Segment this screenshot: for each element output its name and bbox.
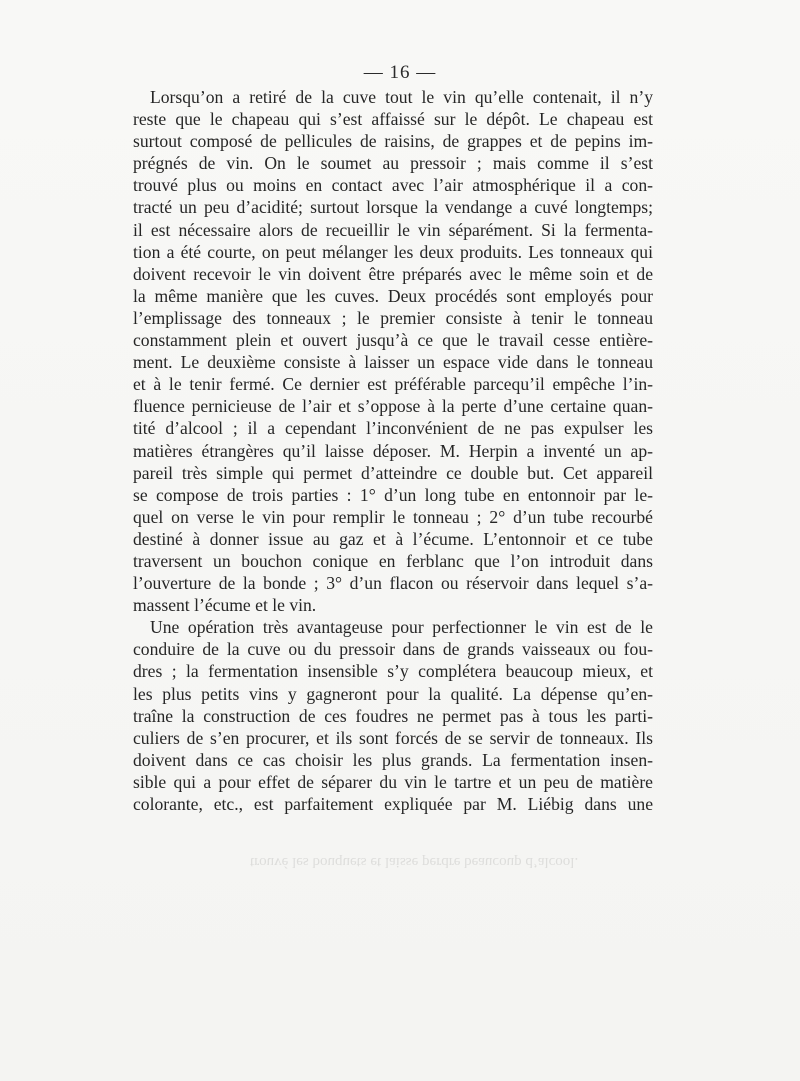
text-line: les plus petits vins y gagneront pour la qualité. La dépense qu’en- <box>133 683 653 704</box>
text-line: Une opération très avantageuse pour perfectionner le vin est de le <box>150 617 653 638</box>
text-line: doivent recevoir le vin doivent être préparés avec le même soin et de <box>133 263 653 284</box>
text-line: l’emplissage des tonneaux ; le premier consiste à tenir le tonneau <box>133 307 653 328</box>
text-line: reste que le chapeau qui s’est affaissé sur le dépôt. Le chapeau est <box>133 109 653 130</box>
text-line: massent l’écume et le vin. <box>133 595 317 616</box>
text-line: se compose de trois parties : 1° d’un long tube en entonnoir par le- <box>133 484 653 505</box>
text-line: la même manière que les cuves. Deux procédés sont employés pour <box>133 285 653 306</box>
text-line: ment. Le deuxième consiste à laisser un espace vide dans le tonneau <box>133 352 653 373</box>
text-line: pareil très simple qui permet d’atteindre ce double but. Cet appareil <box>133 462 653 483</box>
text-line: l’ouverture de la bonde ; 3° d’un flacon ou réservoir dans lequel s’a- <box>133 573 653 594</box>
text-line: Lorsqu’on a retiré de la cuve tout le vin qu’elle contenait, il n’y <box>150 87 653 107</box>
text-line: constamment plein et ouvert jusqu’à ce que le travail cesse entière- <box>133 330 653 351</box>
text-line: il est nécessaire alors de recueillir le vin séparément. Si la fermenta- <box>133 219 653 240</box>
text-line: tion a été courte, on peut mélanger les deux produits. Les tonneaux qui <box>133 241 653 262</box>
text-line: sible qui a pour effet de séparer du vin le tartre et un peu de matière <box>133 771 653 792</box>
text-line: colorante, etc., est parfaitement expliquée par M. Liébig dans une <box>133 794 653 814</box>
text-line: fluence pernicieuse de l’air et s’oppose à la perte d’une certaine quan- <box>133 396 653 417</box>
text-line: conduire de la cuve ou du pressoir dans de grands vaisseaux ou fou- <box>133 639 653 660</box>
text-line: tité d’alcool ; il a cependant l’inconvénient de ne pas expulser les <box>133 418 653 439</box>
text-line: culiers de s’en procurer, et ils sont forcés de se servir de tonneaux. Ils <box>133 727 653 748</box>
text-line: tracté un peu d’acidité; surtout lorsque la vendange a cuvé longtemps; <box>133 197 653 218</box>
text-line: et à le tenir fermé. Ce dernier est préférable parcequ’il empêche l’in- <box>133 374 653 395</box>
text-line: dres ; la fermentation insensible s’y complétera beaucoup mieux, et <box>133 661 653 682</box>
bleed-through-text: trouvé les bouquets et laisse perdre beaucoup d’alcool. <box>250 854 579 870</box>
page-number: — 16 — <box>363 62 437 83</box>
text-line: surtout composé de pellicules de raisins, de grappes et de pepins im- <box>133 131 653 152</box>
text-line: matières étrangères qu’il laisse déposer. M. Herpin a inventé un ap- <box>133 440 653 461</box>
text-line: prégnés de vin. On le soumet au pressoir ; mais comme il s’est <box>133 153 653 174</box>
text-line: quel on verse le vin pour remplir le tonneau ; 2° d’un tube recourbé <box>133 506 653 527</box>
body-text <box>133 86 653 815</box>
text-line: traversent un bouchon conique en ferblanc que l’on introduit dans <box>133 550 653 571</box>
text-line: destiné à donner issue au gaz et à l’écume. L’entonnoir et ce tube <box>133 528 653 549</box>
text-line: doivent dans ce cas choisir les plus grands. La fermentation insen- <box>133 749 653 770</box>
text-line: traîne la construction de ces foudres ne permet pas à tous les parti- <box>133 705 653 726</box>
text-line: trouvé plus ou moins en contact avec l’air atmosphérique il a con- <box>133 175 653 196</box>
